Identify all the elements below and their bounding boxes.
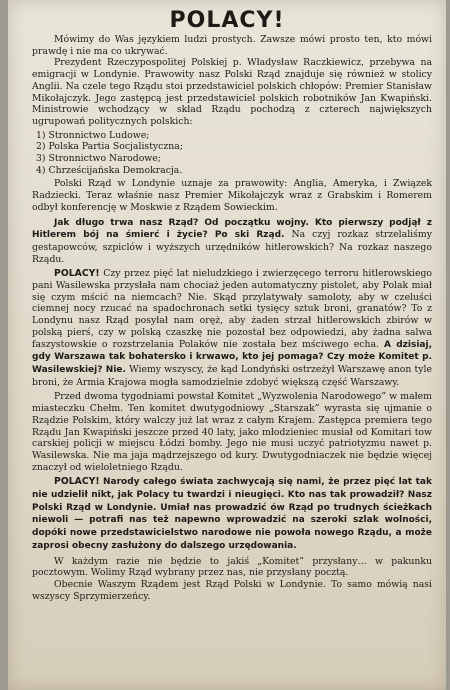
- leaflet-body: [32, 34, 432, 602]
- nations-text: Narody całego świata zachwycają się nami, że przez pięć lat tak nie udzielił nikt, jak Polacy tu twardzi i nieugięci. Kto nas tak prowadził? Nasz Polski Rząd w Londynie. Umiał nas prowadzić ów Rząd po trudnych ścieżkach niewoli — potrafi nas też napewno wprowadzić na szeroki szlak wolności, dopóki nowe przedstawicielstwo narodowe nie powoła nowego Rządu, a może zaprosi obecny zasłużony do dalszego urzędowania.: [32, 477, 432, 551]
- paragraph-terror: [32, 268, 432, 388]
- party-item: 4) Chrześcijańska Demokracja.: [36, 164, 183, 176]
- paragraph-closing: Obecnie Waszym Rządem jest Rząd Polski w Londynie. To samo mówią nasi wszyscy Sprzymierzeńcy.: [32, 578, 432, 602]
- leaflet-page: [8, 0, 446, 690]
- party-item: 1) Stronnictwo Ludowe;: [36, 129, 150, 141]
- paragraph-nations: [32, 476, 432, 552]
- party-list: [36, 130, 432, 177]
- poles-heading-2: POLACY!: [54, 476, 100, 488]
- terror-text: Czy przez pięć lat nieludzkiego i zwierzęcego terroru hitlerowskiego pani Wasilewska przysłała nam chociaż jeden automatyczny pistolet, aby Polak miał się czym mścić na niemcach? Nie. Skąd przylatywały samoloty, aby w czeluści ciemnej nocy rzucać na spadochronach setki tysięcy sztuk broni, granatów? To z Londynu nasz Rząd posyłał nam oręż, aby żaden strzał hitlerowskich zbirów w polską pierś, czy w polską czaszkę nie pozostał bez odpowiedzi, aby żadna salwa faszystowskie o rozstrzelania Polaków nie została bez mściwego echa.: [32, 268, 432, 350]
- warsaw-text: Wiemy wszyscy, że kąd Londyński ostrzeżył Warszawę anon tyle broni, że Armia Krajowa mogła samodzielnie zdobyć większą część Warszawy.: [32, 363, 432, 388]
- paragraph-committee: Przed dwoma tygodniami powstał Komitet „Wyzwolenia Narodowego” w małem miasteczku Chełm. Ten komitet dwutygodniowy „Starszak” wyrasta się ujmanie o Rządzie Polskim, który walczy już lat wraz z całym Krajem. Zastępca premiera tego Rządu Jan Kwapiński jeszcze przed 40 laty, jako młodzieniec musiał od Komitari tow carskiej policji w miejscu Łódzi bomby. Jego nie musi uczyć patriotyzmu nawet p. Wasilewska. Nie ma jaja mądrzejszego od kury. Dwutygodniaczek nie będzie więcej znaczył od wieloletniego Rządu.: [32, 391, 432, 473]
- party-item: 3) Stronnictwo Narodowe;: [36, 153, 161, 165]
- paragraph-how-long: [32, 217, 432, 266]
- warsaw-question: A dzisiaj, gdy Warszawa tak bohatersko i krwawo, kto jej pomaga? Czy może Komitet p. Wasilewskiej? Nie.: [32, 339, 432, 375]
- leaflet-title: POLACY!: [169, 8, 285, 33]
- paragraph-intro: Mówimy do Was językiem ludzi prostych. Zawsze mówi prosto ten, kto mówi prawdę i nie ma co ukrywać.: [32, 34, 432, 57]
- paragraph-government: Prezydent Rzeczypospolitej Polskiej p. Władysław Raczkiewicz, przebywa na emigracji w Londynie. Prawowity nasz Polski Rząd znajduje się również w stolicy Anglii. Na czele tego Rządu stoi przedstawiciel polskich chłopów: Premier Stanisław Mikołajczyk. Jego zastępcą jest przedstawiciel polskich robotników Jan Kwapiński. Ministrowie wchodzący w skład Rządu pochodzą z czterech największych ugrupowań politycznych polskich:: [32, 57, 432, 127]
- how-long-rest: Na czyj rozkaz strzelaliśmy gestapowców, szpiclów i wyższych urzędników hitlerowskich? Na rozkaz naszego Rządu.: [32, 229, 432, 265]
- how-long-question: Jak długo trwa nasz Rząd? Od początku wojny. Kto pierwszy podjął z Hitlerem bój na śmierć i życie? Po ski Rząd.: [32, 217, 432, 241]
- party-item: 2) Polska Partia Socjalistyczna;: [36, 141, 183, 153]
- poles-heading: POLACY!: [54, 268, 100, 280]
- paragraph-parcel: W każdym razie nie będzie to jakiś „Komitet” przysłany… w pakunku pocztowym. Wolimy Rząd wybrany przez nas, nie przysłany pocztą.: [32, 555, 432, 579]
- paragraph-recognition: Polski Rząd w Londynie uznaje za prawowity: Anglia, Ameryka, i Związek Radziecki. Teraz właśnie nasz Premier Mikołajczyk wraz z Grabskim i Romerem odbył konferencję w Moskwie z Rządem Sowieckim.: [32, 178, 432, 213]
